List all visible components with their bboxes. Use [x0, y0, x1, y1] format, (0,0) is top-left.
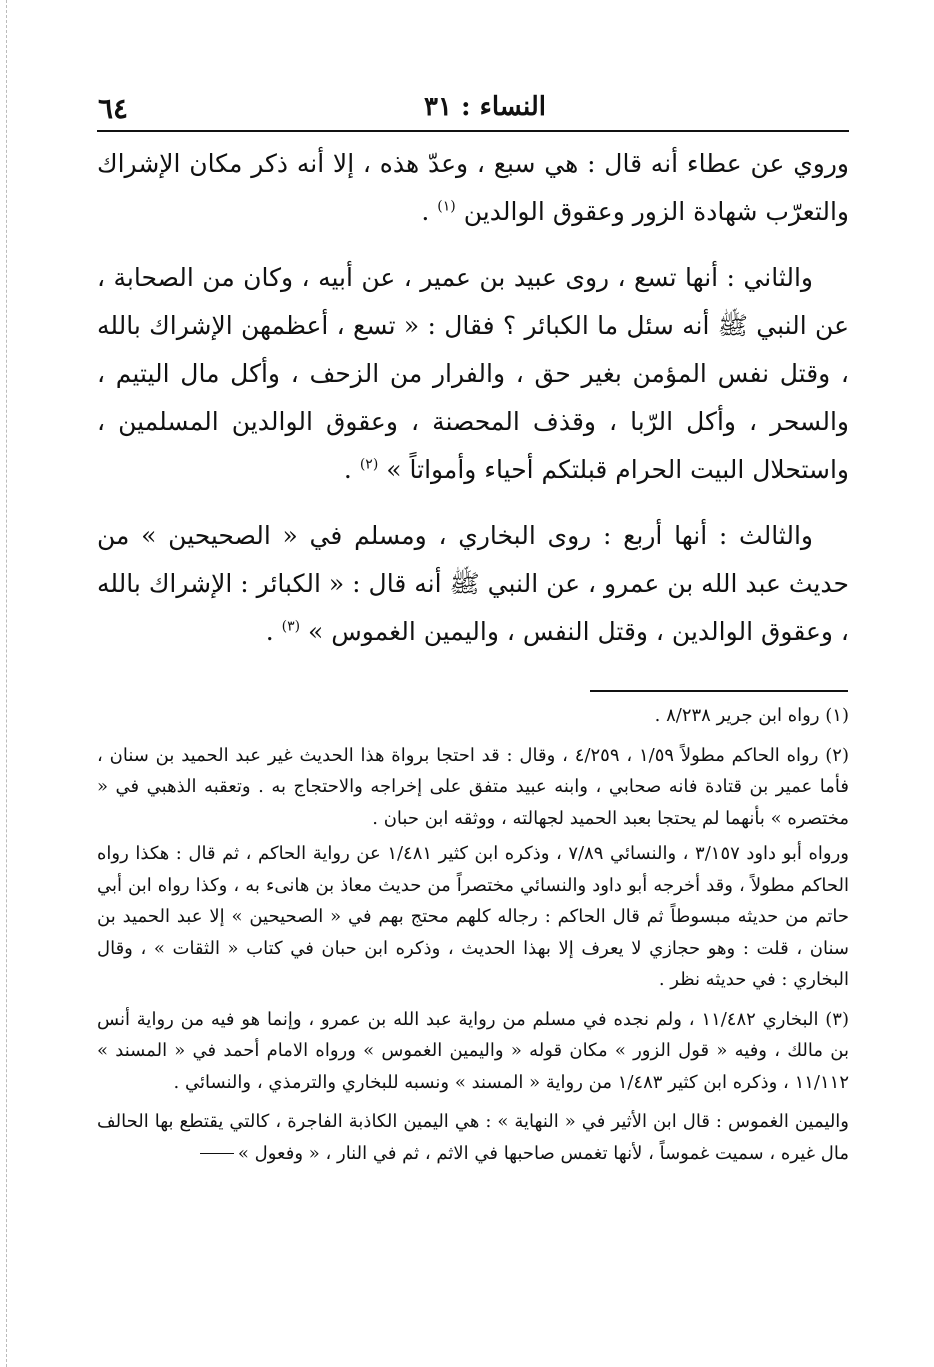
footnote-4	[97, 1106, 849, 1169]
footnote-2: (٢) رواه الحاكم مطولاً ١/٥٩ ، ٤/٢٥٩ ، وقال : قد احتجا برواة هذا الحديث غير عبد الحميد بن سنان ، فأما عمير بن قتادة فانه صحابي ، وابنه عبيد متفق على إخراجه والاحتجاج به . وتعقبه الذهبي في « مختصره » بأنهما لم يحتجا بعبد الحميد لجهالته ، ووثقه ابن حبان .	[97, 744, 849, 829]
header-rule	[97, 130, 849, 132]
paragraph-2-text: والثاني : أنها تسع ، روى عبيد بن عمير ، عن أبيه ، وكان من الصحابة ، عن النبي ﷺ أنه سئل ما الكبائر ؟ فقال : « تسع ، أعظمهن الإشراك بالله ، وقتل نفس المؤمن بغير حق ، والفرار من الزحف ، وأكل مال اليتيم ، والسحر ، وأكل الرّبا ، وقذف المحصنة ، وعقوق الوالدين المسلمين ، واستحلال البيت الحرام قبلتكم أحياء وأمواتاً »	[97, 263, 849, 484]
running-header: النساء : ٣١	[424, 92, 546, 122]
page-number: ٦٤	[98, 92, 129, 125]
footnote-4-text: واليمين الغموس : قال ابن الأثير في « النهاية » : هي اليمين الكاذبة الفاجرة ، كالتي يقتطع بها الحالف مال غيره ، سميت غموساً ، لأنها تغمس صاحبها في الاثم ، ثم في النار ، « وفعول »	[97, 1111, 849, 1164]
footnotes	[97, 700, 849, 1177]
paragraph-3	[97, 512, 849, 656]
paragraph-3-text: والثالث : أنها أربع : روى البخاري ، ومسلم في « الصحيحين » من حديث عبد الله بن عمرو ، عن النبي ﷺ أنه قال : « الكبائر : الإشراك بالله ، وعقوق الوالدين ، وقتل النفس ، واليمين الغموس »	[97, 521, 849, 646]
paragraph-2	[97, 254, 849, 494]
footnote-2-continued: ورواه أبو داود ٣/١٥٧ ، والنسائي ٧/٨٩ ، وذكره ابن كثير ١/٤٨١ عن رواية الحاكم ، ثم قال : هكذا رواه الحاكم مطولاً ، وقد أخرجه أبو داود والنسائي مختصراً من حديث معاذ بن هانىء به ، وكذا رواه ابن أبي حاتم من حديثه مبسوطاً ثم قال الحاكم : رجاله كلهم محتج بهم في « الصحيحين » إلا عبد الحميد بن سنان ، قلت : وهو حجازي لا يعرف إلا بهذا الحديث ، وذكره ابن حبان في كتاب « الثقات » ، وقال البخاري : في حديثه نظر .	[97, 843, 849, 990]
footnote-ref-1: (١)	[437, 198, 456, 215]
continuation-dash	[200, 1153, 234, 1155]
main-text	[97, 140, 849, 674]
paragraph-1-text: وروي عن عطاء أنه قال : هي سبع ، وعدّ هذه ، إلا أنه ذكر مكان الإشراك والتعرّب شهادة الزور وعقوق الوالدين	[97, 149, 849, 226]
paragraph-1-end: .	[421, 197, 438, 226]
footnote-ref-2: (٢)	[359, 456, 379, 473]
footnote-ref-3: (٣)	[281, 618, 301, 635]
paragraph-1	[97, 140, 849, 236]
paragraph-3-end: .	[265, 617, 282, 646]
footnote-3: (٣) البخاري ١١/٤٨٢ ، ولم نجده في مسلم من رواية عبد الله بن عمرو ، وإنما هو فيه من رواية أنس بن مالك ، وفيه « قول الزور » مكان قوله « واليمين الغموس » ورواه الامام أحمد في « المسند » ١١/١١٢ ، وذكره ابن كثير ١/٤٨٣ من رواية « المسند » ونسبه للبخاري والترمذي ، والنسائي .	[97, 1008, 849, 1093]
footnote-1: (١) رواه ابن جرير ٨/٢٣٨ .	[654, 705, 849, 726]
footnote-rule	[590, 690, 848, 692]
paragraph-2-end: .	[343, 455, 360, 484]
scan-edge	[6, 0, 8, 1367]
